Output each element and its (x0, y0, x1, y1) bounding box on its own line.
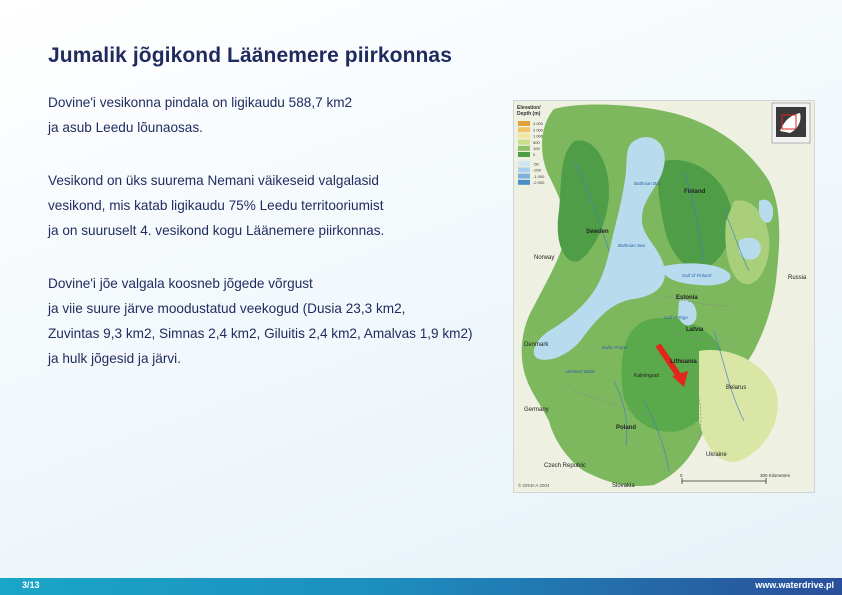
text-line: Zuvintas 9,3 km2, Simnas 2,4 km2, Giluitis 2,4 km2, Amalvas 1,9 km2) (48, 326, 473, 341)
legend-value: 4 000 (533, 121, 544, 127)
label-baltic-proper: Baltic Proper (602, 345, 628, 350)
svg-text:0: 0 (680, 473, 683, 478)
label-poland: Poland (616, 425, 637, 431)
legend-value: 100 (533, 146, 540, 151)
legend-swatch (518, 146, 530, 151)
text-line: ja hulk jõgesid ja järvi. (48, 351, 181, 366)
label-bothnian-bay: Bothnian Bay (634, 181, 661, 186)
footer-bar (0, 578, 842, 595)
paragraph-network (48, 271, 488, 371)
text-line: ja on suuruselt 4. vesikond kogu Läänemere piirkonnas. (48, 223, 385, 238)
text-line: Dovine'i jõe valgala koosneb jõgede võrgust (48, 276, 313, 291)
text-line: vesikond, mis katab ligikaudu 75% Leedu territooriumist (48, 198, 384, 213)
legend-swatch (518, 167, 530, 172)
paragraph-basin (48, 168, 488, 243)
paragraph-area (48, 90, 488, 140)
text-line: ja asub Leedu lõunaosas. (48, 120, 203, 135)
legend-swatch (518, 140, 530, 145)
text-line: Dovine'i vesikonna pindala on ligikaudu 588,7 km2 (48, 95, 353, 110)
legend-title: Elevation/ (517, 105, 541, 111)
text-line: ja viie suure järve moodustatud veekogud (Dusia 23,3 km2, (48, 301, 406, 316)
legend-swatch (518, 180, 530, 185)
svg-text:Depth (m): Depth (m) (517, 111, 541, 117)
label-bothnian-sea: Bothnian Sea (618, 243, 646, 248)
legend-swatch (518, 127, 530, 132)
label-gulf-riga: Gulf of Riga (664, 315, 688, 320)
legend-value: 1 000 (533, 133, 544, 139)
label-denmark: Denmark (524, 342, 549, 348)
legend-value: -50 (533, 161, 539, 167)
label-lithuania: Lithuania (670, 359, 697, 365)
label-latvia: Latvia (686, 327, 704, 333)
legend-value: -200 (533, 167, 542, 173)
label-czech: Czech Republic (544, 463, 587, 469)
label-norway: Norway (534, 255, 555, 261)
legend-swatch (518, 152, 530, 157)
legend-value: -1 000 (533, 173, 545, 179)
label-gulf-finland: Gulf of Finland (682, 273, 712, 278)
legend-value: -2 000 (533, 180, 545, 185)
label-sweden: Sweden (586, 229, 609, 235)
map-credit: © GRID-A 2004 (518, 483, 550, 488)
legend-swatch (518, 174, 530, 179)
legend-swatch (518, 121, 530, 126)
label-estonia: Estonia (676, 295, 698, 301)
label-belarus: Belarus (726, 385, 747, 391)
text-line: Vesikond on üks suurema Nemani väikeseid valgalasid (48, 173, 379, 188)
label-kaliningrad: Kaliningrad (634, 373, 660, 379)
legend-value: 500 (533, 139, 540, 145)
page-number: 3/13 (22, 580, 40, 590)
label-russia: Russia (788, 275, 807, 281)
locator-inset (772, 103, 810, 143)
svg-text:300 Kilometres: 300 Kilometres (760, 473, 791, 478)
label-germany: Germany (524, 407, 549, 413)
legend-value: 0 (533, 152, 536, 158)
legend-swatch (518, 133, 530, 138)
legend-swatch (518, 161, 530, 166)
label-finland: Finland (684, 189, 706, 195)
baltic-basin-map (513, 100, 815, 493)
label-slovakia: Slovakia (612, 483, 635, 489)
website-link[interactable]: www.waterdrive.pl (755, 580, 834, 590)
slide-title: Jumalik jõgikond Läänemere piirkonnas (48, 44, 452, 67)
label-western-baltic: Western Baltic (566, 369, 595, 374)
label-ukraine: Ukraine (706, 452, 727, 458)
legend-value: 2 000 (533, 127, 544, 133)
slide-body (48, 90, 488, 371)
